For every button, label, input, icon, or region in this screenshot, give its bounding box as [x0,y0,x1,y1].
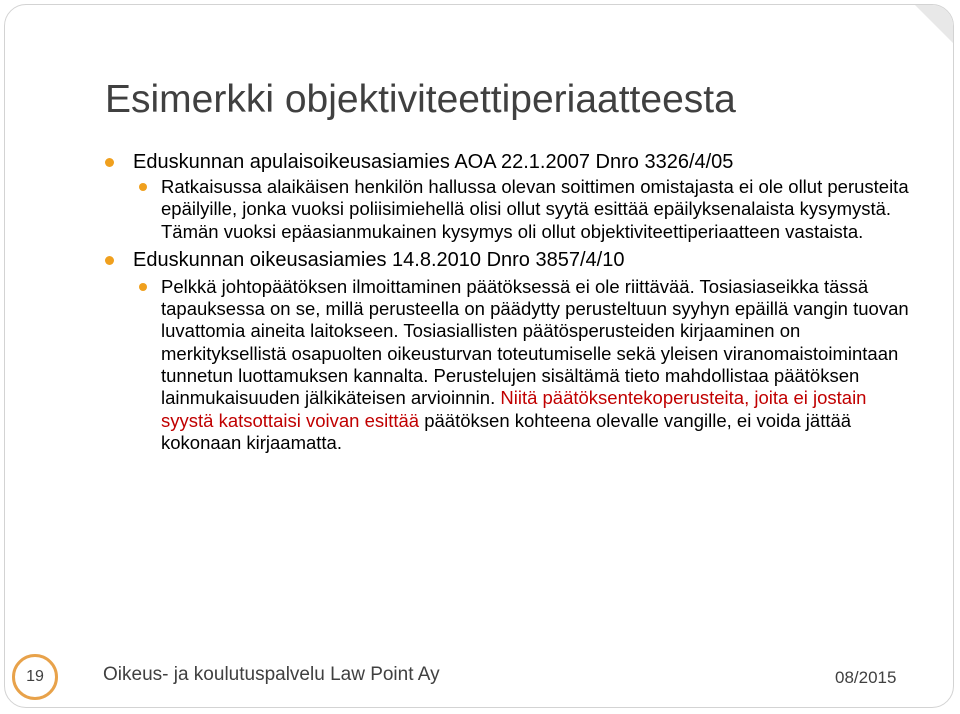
sub-bullet-item-2-text-end: päätöksen kohteena olevalle vangille, ei voida jättää kokonaan kirjaamatta. [161,409,852,453]
bullet-dot-icon [105,256,114,265]
footer-organization: Oikeus- ja koulutuspalvelu Law Point Ay [103,664,440,685]
footer-date: 08/2015 [835,668,897,687]
sub-bullet-item-1 [139,176,915,243]
bullet-dot-icon [105,158,114,167]
highlighted-text: Niitä päätöksentekoperusteita, joita ei jostain syystä katsottaisi voivan esittää [161,387,867,431]
page-number: 19 [26,668,44,685]
sub-bullet-item-1-text: Ratkaisussa alaikäisen henkilön hallussa olevan soittimen omistajasta ei ole ollut perusteita epäilyille, jonka vuoksi poliisimiehellä olisi ollut syytä esittää epäilyksenalaista kysymystä. Tämän vuoksi epäasianmukainen kysymys oli ollut objektiviteettiperiaatteen vastaista. [161,176,909,242]
bullet-item-1-text: Eduskunnan apulaisoikeusasiamies AOA 22.1.2007 Dnro 3326/4/05 [133,151,734,173]
slide-title: Esimerkki objektiviteettiperiaatteesta [105,78,736,121]
sub-bullet-item-2-text: Pelkkä johtopäätöksen ilmoittaminen päätöksessä ei ole riittävää. Tosiasiaseikka tässä tapauksessa on se, millä perusteella on päädytty perusteltuun syyhyn epäillä vangin tuovan luvattomia aineita laitokseen. Tosiasiallisten päätösperusteiden kirjaaminen on merkityksellistä osapuolten oikeusturvan toteutumiselle sekä yleisen viranomaistoimintaan tunnetun luottamuksen kannalta. Perustelujen sisältämä tieto mahdollistaa päätöksen lainmukaisuuden jälkikäteisen arvioinnin. [161,275,909,409]
bullet-item-2 [105,248,915,272]
sub-bullet-item-2 [139,276,915,454]
bullet-item-1 [105,150,915,174]
page-number-badge [12,654,58,700]
bullet-item-2-text: Eduskunnan oikeusasiamies 14.8.2010 Dnro 3857/4/10 [133,248,625,271]
slide-content [105,150,915,454]
bullet-dot-icon [139,283,147,291]
page-corner-fold [910,4,954,48]
bullet-dot-icon [139,183,147,191]
